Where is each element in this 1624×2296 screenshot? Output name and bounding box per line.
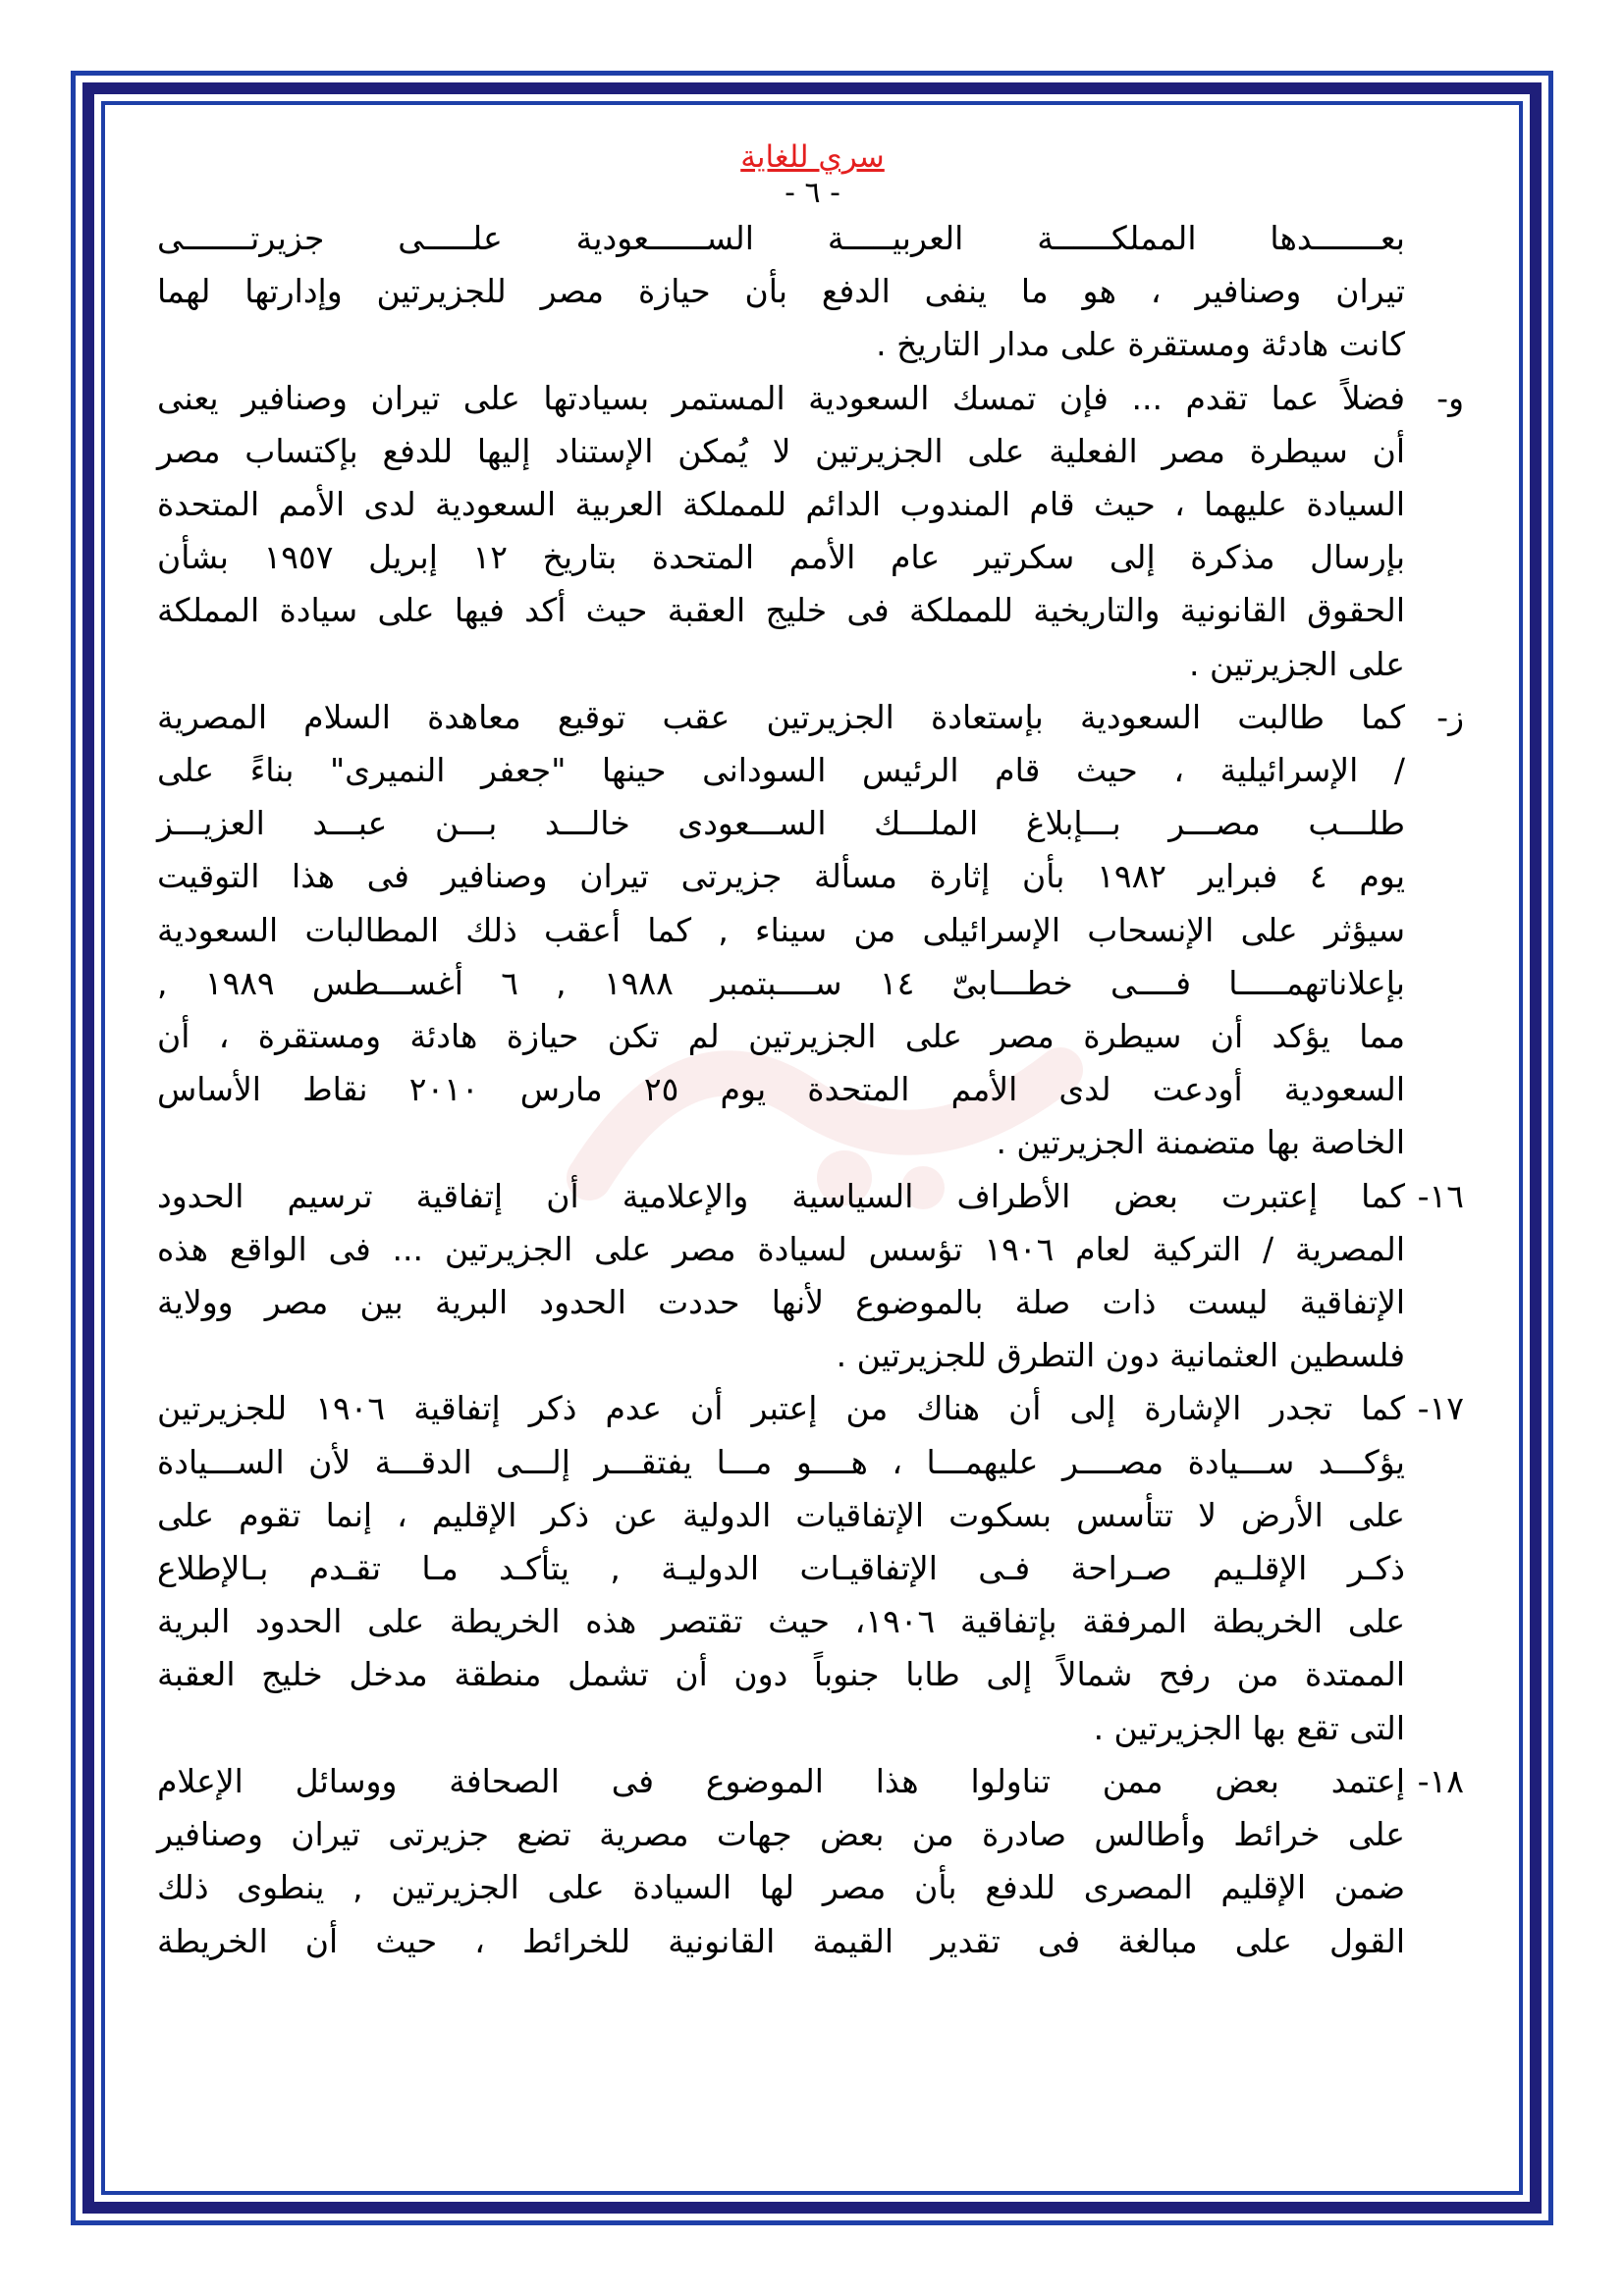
text-line: كما إعتبرت بعض الأطراف السياسية والإعلامية أن إتفاقية ترسيم الحدود [157,1176,1405,1215]
text-line: السيادة عليهما ، حيث قام المندوب الدائم للمملكة العربية السعودية لدى الأمم المتحدة [157,485,1405,524]
text-line: فضلاً عما تقدم ... فإن تمسك السعودية المستمر بسيادتها على تيران وصنافير يعنى [157,378,1405,417]
paragraph-marker: ١٦- [1417,1176,1464,1215]
text-line: التى تقع بها الجزيرتين . [1093,1708,1405,1747]
text-line: ذكـر الإقلـيم صـراحة فـى الإتفاقيـات الدوليـة , يتأكـد مـا تقـدم بـالإطلاع [157,1549,1405,1588]
paragraph-item-waw [157,372,1468,691]
text-line: الحقوق القانونية والتاريخية للمملكة فى خليج العقبة حيث أكد فيها على سيادة المملكة [157,591,1405,630]
text-line: على الأرض لا تتأسس بسكوت الإتفاقيات الدولية عن ذكر الإقليم ، إنما تقوم على [157,1495,1405,1534]
text-line: على الجزيرتين . [1189,644,1405,683]
text-line: كما تجدر الإشارة إلى أن هناك من إعتبر أن عدم ذكر إتفاقية ١٩٠٦ للجزيرتين [157,1389,1405,1428]
classification-header: سري للغاية [740,139,885,175]
paragraph-marker: ١٧- [1417,1389,1464,1428]
text-line: مما يؤكد أن سيطرة مصر على الجزيرتين لم تكن حيازة هادئة ومستقرة ، أن [157,1017,1405,1056]
paragraph-item-18 [157,1755,1468,1968]
text-line: على خرائط وأطالس صادرة من بعض جهات مصرية تضع جزيرتى تيران وصنافير [157,1815,1405,1854]
text-line: القول على مبالغة فى تقدير القيمة القانونية للخرائط ، حيث أن الخريطة [157,1921,1405,1960]
text-line: إعتمد بعض ممن تناولوا هذا الموضوع فى الصحافة ووسائل الإعلام [157,1761,1405,1800]
paragraph-marker: ١٨- [1417,1761,1464,1800]
page-number: - ٦ - [785,176,840,210]
text-line: أن سيطرة مصر الفعلية على الجزيرتين لا يُمكن الإستناد إليها للدفع بإكتساب مصر [157,431,1405,470]
paragraph-item-17 [157,1382,1468,1754]
text-line: بعـــــــدها المملكــــــة العربيـــــة الســــــعودية علـــــى جزيرتـــــــى [157,219,1405,257]
document-body [157,137,1468,1968]
text-line: بإرسال مذكرة إلى سكرتير عام الأمم المتحدة بتاريخ ١٢ إبريل ١٩٥٧ بشأن [157,538,1406,577]
paragraph-continuation [157,212,1468,372]
text-line: كما طالبت السعودية بإستعادة الجزيرتين عقب توقيع معاهدة السلام المصرية [157,697,1405,736]
paragraph-item-zay [157,691,1468,1170]
text-line: سيؤثر على الإنسحاب الإسرائيلى من سيناء , كما أعقب ذلك المطالبات السعودية [157,910,1405,949]
text-line: الإتفاقية ليست ذات صلة بالموضوع لأنها حددت الحدود البرية بين مصر وولاية [157,1283,1405,1322]
text-line: كانت هادئة ومستقرة على مدار التاريخ . [876,325,1405,364]
paragraph-marker: ز- [1436,697,1464,736]
paragraph-marker: و- [1436,378,1464,417]
text-line: يؤكـــد ســـيادة مصــــر عليهمـــا ، هــــو مـــا يفتقـــر إلـــى الدقـــة لأن الســـيادة [157,1442,1405,1481]
text-line: السعودية أودعت لدى الأمم المتحدة يوم ٢٥ مارس ٢٠١٠ نقاط الأساس [157,1070,1405,1109]
text-line: على الخريطة المرفقة بإتفاقية ١٩٠٦، حيث تقتصر هذه الخريطة على الحدود البرية [157,1602,1406,1641]
text-line: طلـــب مصـــر بـــإبلاغ الملـــك الســـعودى خالـــد بـــن عبـــد العزيـــز [157,804,1405,843]
text-line: يوم ٤ فبراير ١٩٨٢ بأن إثارة مسألة جزيرتى تيران وصنافير فى هذا التوقيت [157,857,1406,896]
text-line: بإعلاناتهمـــــا فــــى خطـــابىّ ١٤ ســــبتمبر ١٩٨٨ , ٦ أغســـطس ١٩٨٩ , [157,963,1405,1002]
text-line: فلسطين العثمانية دون التطرق للجزيرتين . [836,1336,1405,1375]
text-line: تيران وصنافير ، هو ما ينفى الدفع بأن حيازة مصر للجزيرتين وإدارتها لهما [157,272,1405,311]
text-line: ضمن الإقليم المصرى للدفع بأن مصر لها السيادة على الجزيرتين , ينطوى ذلك [157,1868,1405,1907]
text-line: / الإسرائيلية ، حيث قام الرئيس السودانى حينها "جعفر النميرى" بناءً على [157,751,1405,790]
paragraph-item-16 [157,1170,1468,1383]
text-line: المصرية / التركية لعام ١٩٠٦ تؤسس لسيادة مصر على الجزيرتين ... فى الواقع هذه [157,1229,1406,1268]
text-line: الممتدة من رفح شمالاً إلى طابا جنوباً دون أن تشمل منطقة مدخل خليج العقبة [157,1655,1405,1694]
text-line: الخاصة بها متضمنة الجزيرتين . [996,1123,1405,1162]
